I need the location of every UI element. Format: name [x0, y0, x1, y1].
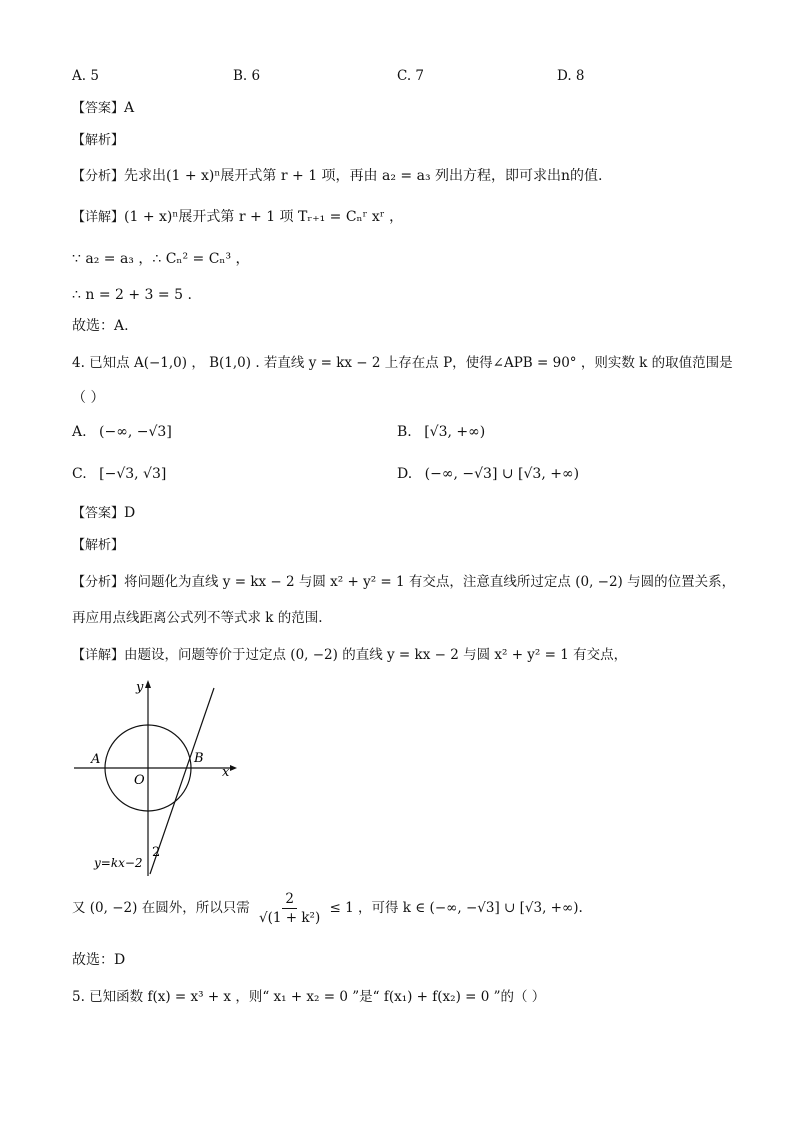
q4-xiangjie	[72, 645, 627, 666]
origin-label: O	[134, 773, 145, 788]
q4-option-b-label: B.	[397, 424, 412, 440]
answer-value: D	[124, 505, 136, 521]
q3-option-b: B. 6	[233, 68, 261, 84]
line-equation-label: y=kx−2	[94, 856, 143, 870]
q4-option-a-value: (−∞, −√3]	[99, 424, 172, 440]
circle-line-figure	[70, 676, 270, 880]
answer-value: A	[124, 100, 135, 116]
intercept-label: 2	[152, 845, 161, 860]
xiangjie-tag: 【详解】	[72, 648, 125, 663]
q4-option-b	[397, 424, 485, 440]
q4-answer	[72, 503, 135, 524]
q4-analysis-heading	[72, 535, 124, 556]
q4-option-b-value: [√3, +∞)	[424, 424, 486, 440]
q3-fenxi	[72, 166, 602, 187]
xiangjie-tag: 【详解】	[72, 210, 125, 225]
answer-tag: 【答案】	[72, 506, 125, 521]
analysis-tag: 【解析】	[72, 133, 125, 148]
y-axis-label: y	[136, 680, 144, 695]
x-axis-label: x	[222, 765, 230, 780]
q4-option-c-label: C.	[72, 466, 87, 482]
q3-conclusion: 故选：A.	[72, 318, 129, 334]
q5-stem: 5. 已知函数 f(x) = x³ + x ，则“ x₁ + x₂ = 0 ”是“ f(x₁) + f(x₂) = 0 ”的（ ）	[72, 989, 546, 1005]
xiangjie-step1: (1 + x)ⁿ展开式第 r + 1 项 Tᵣ₊₁ = Cₙʳ xʳ ，	[124, 209, 404, 225]
q3-analysis-heading	[72, 130, 124, 151]
q4-fenxi-line2: 再应用点线距离公式列不等式求 k 的范围.	[72, 610, 323, 626]
q4-option-c-value: [−√3, √3]	[99, 466, 167, 482]
q3-option-c: C. 7	[397, 68, 425, 84]
q3-option-a: A. 5	[72, 68, 99, 84]
q4-blank: （ ）	[72, 390, 105, 406]
fenxi-text: 先求出(1 + x)ⁿ展开式第 r + 1 项，再由 a₂ = a₃ 列出方程，即可求出n的值.	[124, 168, 603, 184]
q4-after-figure	[72, 888, 583, 928]
y-axis-arrow-icon	[145, 680, 151, 688]
fraction-numerator: 2	[282, 890, 297, 909]
fraction	[257, 890, 322, 927]
fenxi-tag: 【分析】	[72, 575, 125, 590]
fenxi-tag: 【分析】	[72, 169, 125, 184]
analysis-tag: 【解析】	[72, 538, 125, 553]
q4-option-a	[72, 424, 172, 440]
q4-fenxi-line1	[72, 572, 735, 593]
q4-option-a-label: A.	[72, 424, 87, 440]
q4-conclusion: 故选：D	[72, 952, 126, 968]
q3-step2: ∵ a₂ = a₃ ，∴ Cₙ² = Cₙ³ ，	[72, 251, 250, 267]
q3-xiangjie	[72, 207, 403, 228]
fraction-denominator: √(1 + k²)	[259, 910, 321, 926]
point-a-label: A	[91, 752, 101, 767]
xiangjie-text: 由题设，问题等价于过定点 (0, −2) 的直线 y = kx − 2 与圆 x² + y² = 1 有交点，	[124, 647, 628, 663]
after-suffix: ≤ 1 ，可得 k ∈ (−∞, −√3] ∪ [√3, +∞).	[329, 900, 583, 916]
after-prefix: 又 (0, −2) 在圆外，所以只需	[72, 900, 250, 916]
point-b-label: B	[194, 751, 204, 766]
q3-option-d: D. 8	[557, 68, 585, 84]
q3-step3: ∴ n = 2 + 3 = 5 .	[72, 287, 192, 303]
q4-option-d	[397, 466, 579, 482]
x-axis-arrow-icon	[230, 765, 237, 771]
q4-option-d-value: (−∞, −√3] ∪ [√3, +∞)	[424, 466, 580, 482]
q4-option-d-label: D.	[397, 466, 413, 482]
q4-option-c	[72, 466, 166, 482]
q3-answer	[72, 98, 134, 119]
q4-stem: 4. 已知点 A(−1,0) ， B(1,0) . 若直线 y = kx − 2 上存在点 P，使得∠APB = 90° ，则实数 k 的取值范围是	[72, 355, 733, 371]
fenxi-text: 将问题化为直线 y = kx − 2 与圆 x² + y² = 1 有交点，注意直线所过定点 (0, −2) 与圆的位置关系，	[124, 574, 736, 590]
answer-tag: 【答案】	[72, 101, 125, 116]
